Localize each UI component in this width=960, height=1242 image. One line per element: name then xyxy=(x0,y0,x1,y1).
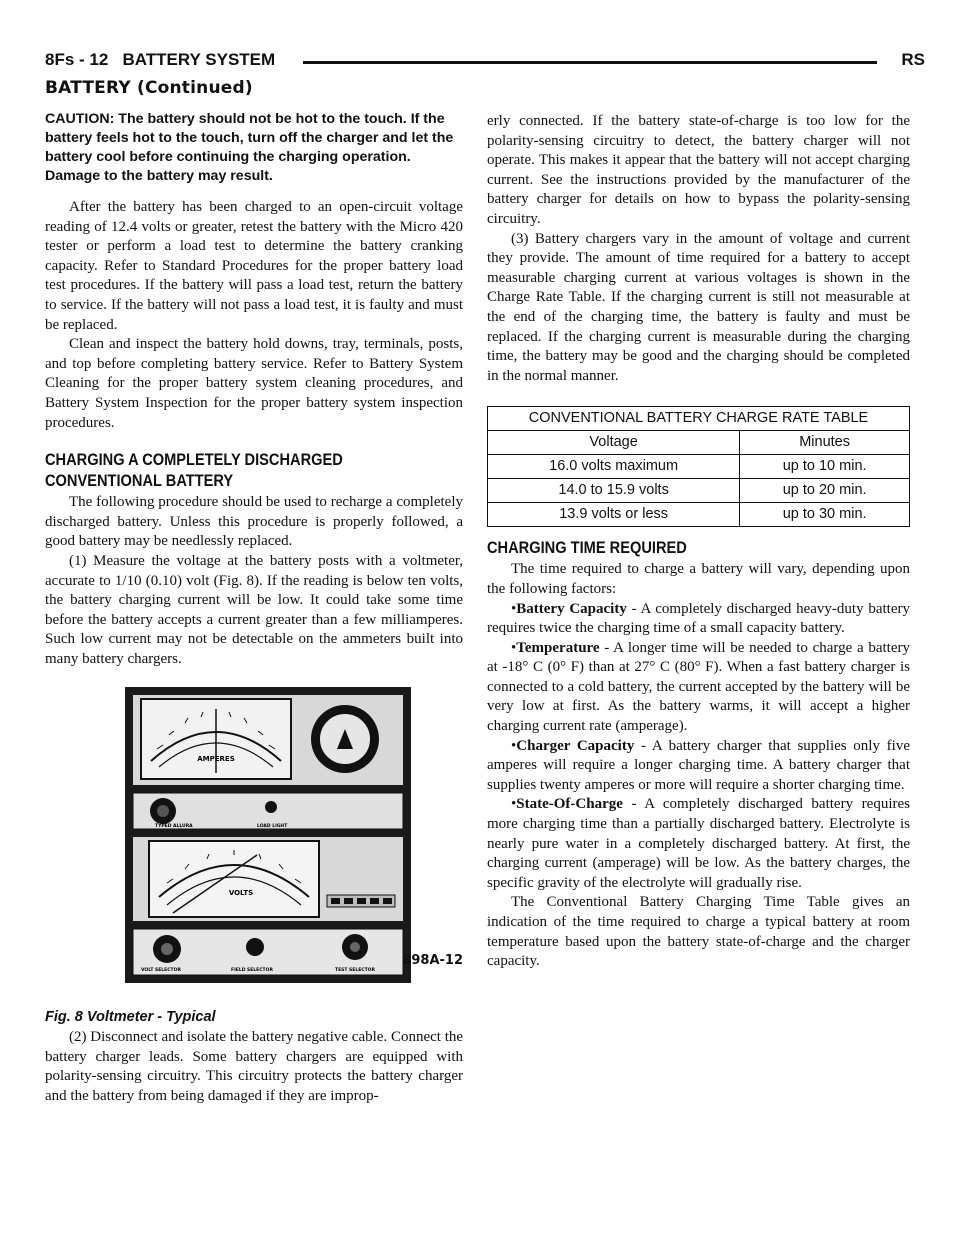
section-heading: CHARGING TIME REQUIRED xyxy=(487,538,687,558)
bullet-item: •State-Of-Charge - A completely discharged battery requires more charging time than a partially discharged battery. Electrolyte is nearly pure water in a completely discharged battery. At first, the charging current (amperage) will be low. As the battery charges, the specific gravity of the electrolyte will gradually rise. xyxy=(487,796,910,891)
paragraph: The following procedure should be used to recharge a completely discharged battery. Unless this procedure is properly followed, a good battery may be needlessly replaced. xyxy=(45,494,463,550)
svg-text:VOLT SELECTOR: VOLT SELECTOR xyxy=(141,968,181,974)
table-header-minutes: Minutes xyxy=(740,431,910,455)
bullet-item: •Temperature - A longer time will be needed to charge a battery at -18° C (0° F) than at 27° C (80° F). When a fast battery charger is connected to a cold battery, the current accepted by the battery will be very low at first. As the battery warms, it will accept a higher charging current rate (amperage). xyxy=(487,639,910,735)
page-header xyxy=(45,50,925,74)
table-row: 14.0 to 15.9 volts up to 20 min. xyxy=(488,479,910,503)
header-model-code: RS xyxy=(901,50,925,69)
figure-code: 898A-12 xyxy=(402,953,463,969)
svg-text:FIELD SELECTOR: FIELD SELECTOR xyxy=(231,968,273,974)
table-row: 16.0 volts maximum up to 10 min. xyxy=(488,455,910,479)
paragraph: The time required to charge a battery will vary, depending upon the following factors: xyxy=(487,561,910,597)
header-section: 8Fs - 12 BATTERY SYSTEM xyxy=(45,50,276,69)
paragraph: The Conventional Battery Charging Time Table gives an indication of the time required to charge a typical battery at room temperature based upon the battery state-of-charge and the charger capacity. xyxy=(487,894,910,970)
voltmeter-figure xyxy=(45,683,463,1008)
svg-text:TEST SELECTOR: TEST SELECTOR xyxy=(335,968,375,974)
table-title: CONVENTIONAL BATTERY CHARGE RATE TABLE xyxy=(488,407,910,431)
table-header-voltage: Voltage xyxy=(488,431,740,455)
paragraph: (3) Battery chargers vary in the amount of voltage and current they provide. The amount of time required for a battery to accept measurable charging current at various voltages is shown in the Charge Rate Table. If the charging current is still not measurable at the end of the charging time, the battery is faulty and must be replaced. If the charging current is measurable during the charging time, the battery may be good and the charging should be completed in the normal manner. xyxy=(487,230,910,384)
paragraph: Clean and inspect the battery hold downs, tray, terminals, posts, and top before completing battery service. Refer to Battery System Cleaning for the proper battery system cleaning procedures, and Battery System Inspection for the proper battery system inspection procedures. xyxy=(45,336,463,431)
svg-text:VOLTS: VOLTS xyxy=(228,889,254,898)
bullet-item: •Battery Capacity - A completely discharged heavy-duty battery requires twice the charging time of a small capacity battery. xyxy=(487,600,910,637)
left-column xyxy=(45,110,463,1106)
voltmeter-illustration xyxy=(45,683,463,1008)
bullet-item: •Charger Capacity - A battery charger that supplies only five amperes will require a longer charging time. A battery charger that supplies twenty amperes or more will require a shorter charging time. xyxy=(487,737,910,793)
table-row: 13.9 volts or less up to 30 min. xyxy=(488,503,910,527)
figure-caption: Fig. 8 Voltmeter - Typical xyxy=(45,1009,216,1026)
svg-text:AMPERES: AMPERES xyxy=(197,755,235,764)
right-column xyxy=(487,112,910,972)
header-rule xyxy=(303,61,877,64)
paragraph: (1) Measure the voltage at the battery posts with a voltmeter, accurate to 1/10 (0.10) volt (Fig. 8). If the reading is below ten volts, the battery charging current will be low. It could take some time before the battery accepts a current greater than a few milliamperes. Such low current may not be detectable on the ammeters built into many battery chargers. xyxy=(45,552,463,667)
svg-text:LOAD LIGHT: LOAD LIGHT xyxy=(257,824,288,830)
paragraph: After the battery has been charged to an open-circuit voltage reading of 12.4 volts or greater, retest the battery with the Micro 420 tester or perform a load test to determine the battery cranking capacity. Refer to Standard Procedures for the proper battery load test procedures. If the battery will pass a load test, return the battery to service. If the battery will not pass a load test, it is faulty and must be replaced. xyxy=(45,199,463,333)
paragraph: erly connected. If the battery state-of-charge is too low for the polarity-sensing circuitry to detect, the battery charger will not operate. This makes it appear that the battery will not accept charging current. See the instructions provided by the manufacturer of the battery charger for details on how to bypass the polarity-sensing circuitry. xyxy=(487,113,910,227)
svg-text:TYPED ALLURA: TYPED ALLURA xyxy=(155,824,193,830)
continued-title: BATTERY (Continued) xyxy=(45,78,253,98)
charge-rate-table xyxy=(487,406,910,527)
section-heading: CHARGING A COMPLETELY DISCHARGED CONVENTIONAL BATTERY xyxy=(45,450,343,491)
caution-note: CAUTION: The battery should not be hot to the touch. If the battery feels hot to the touch, turn off the charger and let the battery cool before continuing the charging operation. Damage to the battery may result. xyxy=(45,111,454,184)
paragraph: (2) Disconnect and isolate the battery negative cable. Connect the battery charger leads. Some battery chargers are equipped with polarity-sensing circuitry. This circuitry protects the battery charger and the battery from being damaged if they are improp- xyxy=(45,1029,464,1104)
